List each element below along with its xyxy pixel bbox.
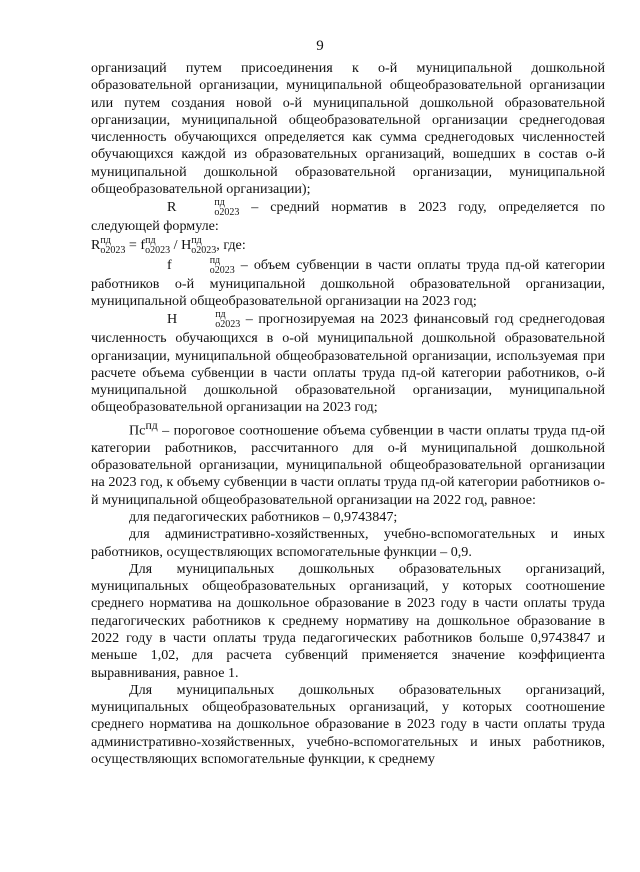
- paragraph-pedagogical-equalization: Для муниципальных дошкольных образовательных организаций, муниципальных общеобразовательных организаций, у которых соотношение среднего норматива на дошкольное образование в 2023 году в части оплаты труда педагогических работников к среднему нормативу на дошкольное образование в 2022 году в части оплаты труда педагогических работников больше 0,9743847 и меньше 1,02, для расчета субвенций применяется значение коэффициента выравнивания, равное 1.: [91, 560, 605, 681]
- definition-h: Н пд о2023 – прогнозируемая на 2023 финансовый год среднегодовая численность обучающихся в о-ой муниципальной дошкольной образовательной организации, муниципальной общеобразовательной организации, используемая при расчете объема субвенции в части оплаты труда пд-ой категории работников, о-й муниципальной дошкольной образовательной организации, муниципальной общеобразовательной организации на 2023 год;: [91, 309, 605, 416]
- definition-f: f пд о2023 – объем субвенции в части оплаты труда пд-ой категории работников о-й муниципальной дошкольной образовательной организации, муниципальной общеобразовательной организации на 2023 год;: [91, 254, 605, 309]
- symbol-h: Н пд о2023: [167, 309, 241, 331]
- threshold-administrative: для административно-хозяйственных, учебно-вспомогательных и иных работников, осуществляющих вспомогательные функции – 0,9.: [91, 526, 605, 560]
- definition-pc: $Пс^{пд}$ – пороговое соотношение объема субвенции в части оплаты труда пд-ой категории работников, рассчитанного для о-й муниципальной дошкольной образовательной организации, муниципальной общеобразовательной организации на 2023 год, к объему субвенции в части оплаты труда пд-ой категории работников о-й муниципальной общеобразовательной организации на 2022 год, равное:: [91, 418, 605, 508]
- page-number: 9: [316, 38, 324, 54]
- paragraph-continuation: организаций путем присоединения к о-й муниципальной дошкольной образовательной организации, муниципальной общеобразовательной организации или путем создания новой о-й муниципальной дошкольной образовательной организации, муниципальной общеобразовательной организации среднегодовая численность обучающихся определяется как сумма среднегодовых численностей обучающихся каждой из образовательных организаций, вошедших в состав о-й муниципальной дошкольной образовательной организации, муниципальной общеобразовательной организации);: [91, 60, 605, 198]
- definition-r: R пд о2023 – средний норматив в 2023 году, определяется по следующей формуле:: [91, 197, 605, 235]
- paragraph-administrative-equalization: Для муниципальных дошкольных образовательных организаций, муниципальных общеобразовательных организаций, у которых соотношение среднего норматива на дошкольное образование в 2023 году в части оплаты труда административно-хозяйственных, учебно-вспомогательных и иных работников, осуществляющих вспомогательные функции, к среднему: [91, 681, 605, 768]
- threshold-pedagogical: для педагогических работников – 0,9743847;: [129, 508, 398, 525]
- document-body: [91, 60, 605, 768]
- formula: R пд о2023 = f пд о2023 / Н пд о2023 , где:: [91, 234, 246, 256]
- symbol-r: R пд о2023: [167, 197, 240, 219]
- symbol-f: f пд о2023: [167, 254, 235, 276]
